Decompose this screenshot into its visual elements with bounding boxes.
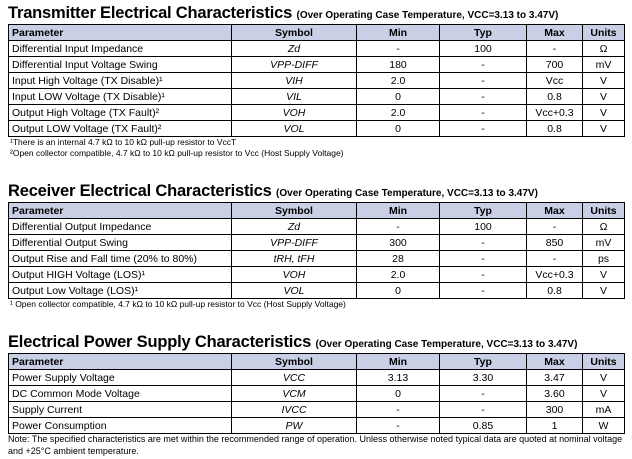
cell-max: 700 (527, 57, 583, 73)
column-header-units: Units (583, 354, 625, 370)
receiver-table (8, 202, 625, 299)
receiver-subtitle: (Over Operating Case Temperature, VCC=3.13 to 3.47V) (276, 188, 538, 199)
cell-symbol: VPP-DIFF (232, 57, 357, 73)
cell-units: mA (583, 402, 625, 418)
cell-symbol: PW (232, 418, 357, 434)
transmitter-title: Transmitter Electrical Characteristics (8, 4, 293, 22)
cell-parameter: Output LOW Voltage (TX Fault)² (9, 121, 232, 137)
column-header-min: Min (357, 25, 440, 41)
receiver-heading (8, 180, 624, 202)
cell-typ: 0.85 (440, 418, 527, 434)
transmitter-section (8, 2, 624, 158)
cell-max: 3.60 (527, 386, 583, 402)
cell-units: Ω (583, 41, 625, 57)
cell-typ: - (440, 402, 527, 418)
cell-units: V (583, 267, 625, 283)
cell-units: W (583, 418, 625, 434)
power-section (8, 331, 624, 457)
column-header-parameter: Parameter (9, 25, 232, 41)
cell-parameter: Input High Voltage (TX Disable)¹ (9, 73, 232, 89)
table-header-row (9, 354, 625, 370)
table-row (9, 251, 625, 267)
cell-typ: - (440, 283, 527, 299)
receiver-note-1: ¹ Open collector compatible, 4.7 kΩ to 10 kΩ pull-up resistor to Vcc (Host Supply Voltage) (10, 299, 346, 309)
cell-symbol: VOL (232, 283, 357, 299)
cell-parameter: Output High Voltage (TX Fault)² (9, 105, 232, 121)
cell-max: 0.8 (527, 121, 583, 137)
table-row (9, 267, 625, 283)
cell-max: 0.8 (527, 283, 583, 299)
cell-min: 300 (357, 235, 440, 251)
cell-parameter: Output Low Voltage (LOS)¹ (9, 283, 232, 299)
cell-max: 0.8 (527, 89, 583, 105)
cell-min: 0 (357, 283, 440, 299)
cell-parameter: Power Consumption (9, 418, 232, 434)
cell-parameter: Input LOW Voltage (TX Disable)¹ (9, 89, 232, 105)
cell-units: V (583, 89, 625, 105)
receiver-notes (8, 299, 624, 310)
cell-parameter: Supply Current (9, 402, 232, 418)
transmitter-subtitle: (Over Operating Case Temperature, VCC=3.13 to 3.47V) (296, 10, 559, 21)
table-row (9, 105, 625, 121)
cell-units: V (583, 73, 625, 89)
power-heading (8, 331, 624, 353)
cell-max: - (527, 219, 583, 235)
cell-min: 2.0 (357, 267, 440, 283)
column-header-parameter: Parameter (9, 354, 232, 370)
table-row (9, 418, 625, 434)
cell-parameter: Differential Output Swing (9, 235, 232, 251)
cell-symbol: Zd (232, 219, 357, 235)
cell-typ: - (440, 251, 527, 267)
cell-symbol: VOL (232, 121, 357, 137)
cell-parameter: DC Common Mode Voltage (9, 386, 232, 402)
cell-min: 0 (357, 121, 440, 137)
cell-typ: 100 (440, 219, 527, 235)
transmitter-table (8, 24, 625, 137)
column-header-symbol: Symbol (232, 354, 357, 370)
table-header-row (9, 25, 625, 41)
transmitter-heading (8, 2, 624, 24)
cell-typ: - (440, 121, 527, 137)
cell-min: - (357, 402, 440, 418)
cell-typ: 3.30 (440, 370, 527, 386)
cell-units: V (583, 121, 625, 137)
cell-min: - (357, 418, 440, 434)
cell-max: Vcc (527, 73, 583, 89)
column-header-symbol: Symbol (232, 203, 357, 219)
table-row (9, 283, 625, 299)
column-header-units: Units (583, 25, 625, 41)
transmitter-note-2: ²Open collector compatible, 4.7 kΩ to 10 kΩ pull-up resistor to Vcc (Host Supply Voltage) (10, 147, 344, 158)
transmitter-notes (8, 137, 624, 158)
cell-min: - (357, 219, 440, 235)
power-subtitle: (Over Operating Case Temperature, VCC=3.13 to 3.47V) (315, 339, 578, 350)
cell-min: 180 (357, 57, 440, 73)
cell-min: - (357, 41, 440, 57)
cell-min: 28 (357, 251, 440, 267)
cell-typ: 100 (440, 41, 527, 57)
cell-max: 3.47 (527, 370, 583, 386)
table-header-row (9, 203, 625, 219)
table-row (9, 73, 625, 89)
column-header-typ: Typ (440, 203, 527, 219)
cell-max: Vcc+0.3 (527, 105, 583, 121)
column-header-max: Max (527, 25, 583, 41)
table-row (9, 121, 625, 137)
cell-max: 850 (527, 235, 583, 251)
cell-units: Ω (583, 219, 625, 235)
cell-parameter: Output Rise and Fall time (20% to 80%) (9, 251, 232, 267)
table-row (9, 89, 625, 105)
cell-min: 0 (357, 89, 440, 105)
table-row (9, 57, 625, 73)
table-row (9, 41, 625, 57)
cell-min: 2.0 (357, 73, 440, 89)
cell-typ: - (440, 73, 527, 89)
cell-symbol: VCM (232, 386, 357, 402)
cell-typ: - (440, 105, 527, 121)
cell-symbol: VPP-DIFF (232, 235, 357, 251)
receiver-title: Receiver Electrical Characteristics (8, 182, 272, 200)
column-header-max: Max (527, 203, 583, 219)
cell-typ: - (440, 89, 527, 105)
table-row (9, 402, 625, 418)
cell-units: mV (583, 57, 625, 73)
cell-max: - (527, 251, 583, 267)
cell-min: 0 (357, 386, 440, 402)
table-row (9, 386, 625, 402)
cell-symbol: VOH (232, 105, 357, 121)
column-header-units: Units (583, 203, 625, 219)
column-header-typ: Typ (440, 354, 527, 370)
transmitter-note-1: ¹There is an internal 4.7 kΩ to 10 kΩ pull-up resistor to VccT (10, 137, 237, 147)
cell-max: Vcc+0.3 (527, 267, 583, 283)
cell-symbol: IVCC (232, 402, 357, 418)
cell-symbol: VCC (232, 370, 357, 386)
power-footnote: Note: The specified characteristics are met within the recommended range of operation. Unless otherwise noted typical data are quoted at nominal voltage and +25°C ambient temperature. (8, 434, 623, 456)
cell-units: V (583, 105, 625, 121)
cell-symbol: VOH (232, 267, 357, 283)
cell-parameter: Output HIGH Voltage (LOS)¹ (9, 267, 232, 283)
table-row (9, 235, 625, 251)
cell-units: mV (583, 235, 625, 251)
cell-typ: - (440, 57, 527, 73)
cell-typ: - (440, 235, 527, 251)
cell-max: 300 (527, 402, 583, 418)
column-header-min: Min (357, 354, 440, 370)
cell-min: 2.0 (357, 105, 440, 121)
cell-symbol: VIH (232, 73, 357, 89)
column-header-min: Min (357, 203, 440, 219)
cell-max: - (527, 41, 583, 57)
power-table (8, 353, 625, 434)
table-row (9, 219, 625, 235)
cell-parameter: Power Supply Voltage (9, 370, 232, 386)
column-header-typ: Typ (440, 25, 527, 41)
cell-parameter: Differential Output Impedance (9, 219, 232, 235)
table-row (9, 370, 625, 386)
cell-typ: - (440, 386, 527, 402)
cell-symbol: Zd (232, 41, 357, 57)
receiver-section (8, 180, 624, 310)
cell-symbol: VIL (232, 89, 357, 105)
cell-max: 1 (527, 418, 583, 434)
column-header-max: Max (527, 354, 583, 370)
cell-parameter: Differential Input Voltage Swing (9, 57, 232, 73)
power-title: Electrical Power Supply Characteristics (8, 333, 312, 351)
cell-typ: - (440, 267, 527, 283)
cell-symbol: tRH, tFH (232, 251, 357, 267)
cell-units: V (583, 370, 625, 386)
cell-units: V (583, 386, 625, 402)
cell-units: ps (583, 251, 625, 267)
cell-min: 3.13 (357, 370, 440, 386)
cell-parameter: Differential Input Impedance (9, 41, 232, 57)
column-header-parameter: Parameter (9, 203, 232, 219)
cell-units: V (583, 283, 625, 299)
column-header-symbol: Symbol (232, 25, 357, 41)
